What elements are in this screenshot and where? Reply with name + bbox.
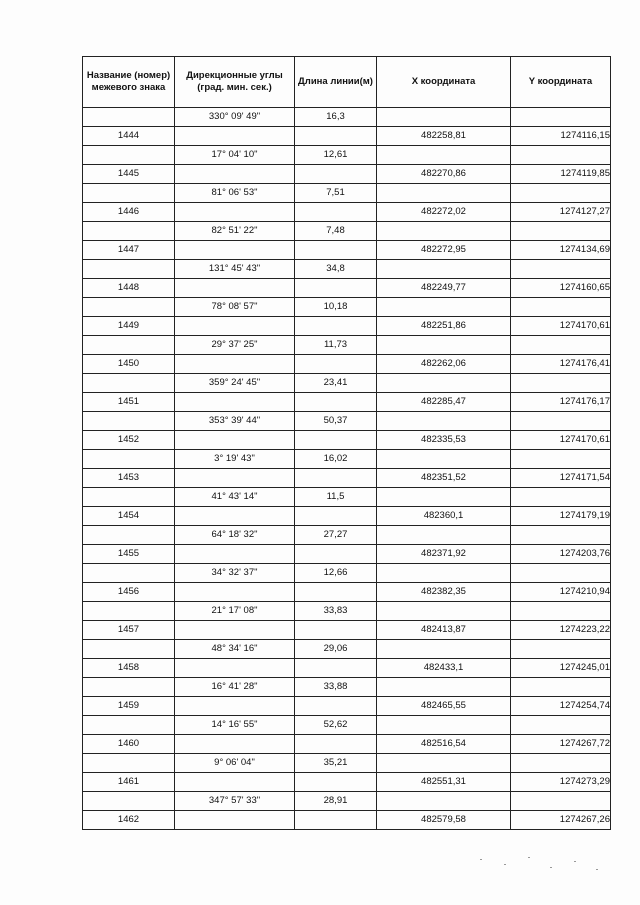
point-row (83, 659, 611, 678)
length-cell (295, 165, 377, 184)
segment-row (83, 260, 611, 279)
y-coordinate-cell: 1274223,22 (511, 621, 611, 640)
y-cell (511, 716, 611, 735)
angle-cell (175, 811, 295, 830)
length-cell (295, 697, 377, 716)
y-coordinate-cell: 1274134,69 (511, 241, 611, 260)
length-cell: 11,5 (295, 488, 377, 507)
x-cell (377, 564, 511, 583)
point-row (83, 735, 611, 754)
point-row (83, 279, 611, 298)
name-cell (83, 146, 175, 165)
y-cell (511, 108, 611, 127)
name-cell (83, 298, 175, 317)
x-coordinate-cell: 482335,53 (377, 431, 511, 450)
point-row (83, 355, 611, 374)
angle-cell (175, 241, 295, 260)
y-cell (511, 526, 611, 545)
length-cell (295, 545, 377, 564)
point-name-cell: 1462 (83, 811, 175, 830)
angle-cell (175, 317, 295, 336)
length-cell (295, 355, 377, 374)
point-name-cell: 1454 (83, 507, 175, 526)
length-cell (295, 735, 377, 754)
scan-noise (470, 855, 620, 875)
point-name-cell: 1447 (83, 241, 175, 260)
point-name-cell: 1457 (83, 621, 175, 640)
length-cell (295, 317, 377, 336)
x-coordinate-cell: 482285,47 (377, 393, 511, 412)
length-cell: 23,41 (295, 374, 377, 393)
x-cell (377, 716, 511, 735)
point-row (83, 203, 611, 222)
point-name-cell: 1459 (83, 697, 175, 716)
y-cell (511, 222, 611, 241)
x-coordinate-cell: 482551,31 (377, 773, 511, 792)
segment-row (83, 108, 611, 127)
length-cell (295, 773, 377, 792)
segment-row (83, 792, 611, 811)
angle-cell: 347° 57' 33" (175, 792, 295, 811)
length-cell: 10,18 (295, 298, 377, 317)
segment-row (83, 564, 611, 583)
segment-row (83, 336, 611, 355)
name-cell (83, 260, 175, 279)
x-cell (377, 184, 511, 203)
name-cell (83, 488, 175, 507)
length-cell: 12,61 (295, 146, 377, 165)
length-cell (295, 583, 377, 602)
segment-row (83, 754, 611, 773)
point-row (83, 773, 611, 792)
y-cell (511, 450, 611, 469)
name-cell (83, 640, 175, 659)
y-coordinate-cell: 1274210,94 (511, 583, 611, 602)
angle-cell: 81° 06' 53" (175, 184, 295, 203)
name-cell (83, 108, 175, 127)
y-coordinate-cell: 1274119,85 (511, 165, 611, 184)
angle-cell: 131° 45' 43" (175, 260, 295, 279)
y-cell (511, 336, 611, 355)
length-cell: 27,27 (295, 526, 377, 545)
point-row (83, 621, 611, 640)
length-cell (295, 431, 377, 450)
y-coordinate-cell: 1274179,19 (511, 507, 611, 526)
segment-row (83, 450, 611, 469)
x-cell (377, 450, 511, 469)
angle-cell: 14° 16' 55" (175, 716, 295, 735)
x-coordinate-cell: 482371,92 (377, 545, 511, 564)
x-coordinate-cell: 482258,81 (377, 127, 511, 146)
length-cell: 12,66 (295, 564, 377, 583)
length-cell: 16,3 (295, 108, 377, 127)
segment-row (83, 146, 611, 165)
y-cell (511, 792, 611, 811)
point-name-cell: 1444 (83, 127, 175, 146)
segment-row (83, 602, 611, 621)
x-coordinate-cell: 482382,35 (377, 583, 511, 602)
angle-cell (175, 659, 295, 678)
y-cell (511, 678, 611, 697)
angle-cell (175, 127, 295, 146)
segment-row (83, 184, 611, 203)
name-cell (83, 716, 175, 735)
point-row (83, 583, 611, 602)
length-cell (295, 393, 377, 412)
x-cell (377, 374, 511, 393)
point-name-cell: 1453 (83, 469, 175, 488)
x-coordinate-cell: 482251,86 (377, 317, 511, 336)
y-coordinate-cell: 1274127,27 (511, 203, 611, 222)
x-cell (377, 336, 511, 355)
length-cell: 34,8 (295, 260, 377, 279)
name-cell (83, 450, 175, 469)
angle-cell (175, 279, 295, 298)
point-name-cell: 1449 (83, 317, 175, 336)
point-name-cell: 1451 (83, 393, 175, 412)
point-name-cell: 1455 (83, 545, 175, 564)
point-row (83, 545, 611, 564)
table-header-row (83, 57, 611, 108)
point-row (83, 127, 611, 146)
name-cell (83, 602, 175, 621)
angle-cell (175, 697, 295, 716)
segment-row (83, 488, 611, 507)
length-cell (295, 621, 377, 640)
length-cell (295, 241, 377, 260)
x-coordinate-cell: 482270,86 (377, 165, 511, 184)
y-coordinate-cell: 1274267,26 (511, 811, 611, 830)
x-cell (377, 222, 511, 241)
y-coordinate-cell: 1274170,61 (511, 317, 611, 336)
angle-cell: 16° 41' 28" (175, 678, 295, 697)
x-coordinate-cell: 482516,54 (377, 735, 511, 754)
length-cell: 7,48 (295, 222, 377, 241)
header-length: Длина линии(м) (295, 57, 377, 108)
y-coordinate-cell: 1274203,76 (511, 545, 611, 564)
x-coordinate-cell: 482360,1 (377, 507, 511, 526)
x-cell (377, 108, 511, 127)
point-row (83, 697, 611, 716)
angle-cell (175, 545, 295, 564)
name-cell (83, 222, 175, 241)
angle-cell: 41° 43' 14" (175, 488, 295, 507)
length-cell: 35,21 (295, 754, 377, 773)
angle-cell: 359° 24' 45" (175, 374, 295, 393)
point-name-cell: 1460 (83, 735, 175, 754)
y-coordinate-cell: 1274160,65 (511, 279, 611, 298)
angle-cell: 330° 09' 49" (175, 108, 295, 127)
x-coordinate-cell: 482433,1 (377, 659, 511, 678)
header-name: Название (номер) межевого знака (83, 57, 175, 108)
y-cell (511, 602, 611, 621)
x-coordinate-cell: 482272,02 (377, 203, 511, 222)
x-coordinate-cell: 482351,52 (377, 469, 511, 488)
point-row (83, 393, 611, 412)
angle-cell (175, 735, 295, 754)
length-cell: 52,62 (295, 716, 377, 735)
y-cell (511, 184, 611, 203)
length-cell: 28,91 (295, 792, 377, 811)
angle-cell (175, 355, 295, 374)
segment-row (83, 298, 611, 317)
point-row (83, 165, 611, 184)
angle-cell: 48° 34' 16" (175, 640, 295, 659)
x-cell (377, 526, 511, 545)
name-cell (83, 678, 175, 697)
name-cell (83, 412, 175, 431)
y-coordinate-cell: 1274267,72 (511, 735, 611, 754)
segment-row (83, 526, 611, 545)
angle-cell (175, 431, 295, 450)
name-cell (83, 374, 175, 393)
angle-cell: 353° 39' 44" (175, 412, 295, 431)
angle-cell (175, 203, 295, 222)
x-cell (377, 640, 511, 659)
point-name-cell: 1458 (83, 659, 175, 678)
x-coordinate-cell: 482413,87 (377, 621, 511, 640)
y-cell (511, 374, 611, 393)
y-cell (511, 640, 611, 659)
point-row (83, 811, 611, 830)
angle-cell (175, 621, 295, 640)
angle-cell: 78° 08' 57" (175, 298, 295, 317)
y-cell (511, 564, 611, 583)
name-cell (83, 526, 175, 545)
header-y: Y координата (511, 57, 611, 108)
angle-cell (175, 583, 295, 602)
length-cell: 16,02 (295, 450, 377, 469)
x-cell (377, 298, 511, 317)
length-cell (295, 469, 377, 488)
x-cell (377, 678, 511, 697)
angle-cell (175, 393, 295, 412)
length-cell: 33,88 (295, 678, 377, 697)
point-name-cell: 1456 (83, 583, 175, 602)
point-name-cell: 1461 (83, 773, 175, 792)
segment-row (83, 640, 611, 659)
segment-row (83, 678, 611, 697)
name-cell (83, 564, 175, 583)
x-cell (377, 792, 511, 811)
x-cell (377, 602, 511, 621)
angle-cell: 21° 17' 08" (175, 602, 295, 621)
segment-row (83, 716, 611, 735)
y-coordinate-cell: 1274171,54 (511, 469, 611, 488)
y-coordinate-cell: 1274170,61 (511, 431, 611, 450)
point-row (83, 317, 611, 336)
point-name-cell: 1446 (83, 203, 175, 222)
name-cell (83, 792, 175, 811)
point-name-cell: 1452 (83, 431, 175, 450)
point-row (83, 469, 611, 488)
x-cell (377, 260, 511, 279)
table-body (83, 108, 611, 830)
y-cell (511, 260, 611, 279)
angle-cell: 17° 04' 10" (175, 146, 295, 165)
x-cell (377, 754, 511, 773)
y-cell (511, 488, 611, 507)
length-cell: 7,51 (295, 184, 377, 203)
y-cell (511, 412, 611, 431)
angle-cell (175, 773, 295, 792)
header-angle: Дирекционные углы (град. мин. сек.) (175, 57, 295, 108)
name-cell (83, 184, 175, 203)
length-cell (295, 811, 377, 830)
length-cell (295, 203, 377, 222)
y-coordinate-cell: 1274245,01 (511, 659, 611, 678)
angle-cell: 34° 32' 37" (175, 564, 295, 583)
point-row (83, 431, 611, 450)
angle-cell: 9° 06' 04" (175, 754, 295, 773)
angle-cell: 82° 51' 22" (175, 222, 295, 241)
y-coordinate-cell: 1274254,74 (511, 697, 611, 716)
angle-cell: 29° 37' 25" (175, 336, 295, 355)
length-cell: 29,06 (295, 640, 377, 659)
x-coordinate-cell: 482465,55 (377, 697, 511, 716)
y-cell (511, 146, 611, 165)
point-name-cell: 1450 (83, 355, 175, 374)
y-coordinate-cell: 1274273,29 (511, 773, 611, 792)
x-cell (377, 488, 511, 507)
angle-cell (175, 165, 295, 184)
name-cell (83, 754, 175, 773)
name-cell (83, 336, 175, 355)
y-coordinate-cell: 1274116,15 (511, 127, 611, 146)
length-cell (295, 127, 377, 146)
length-cell: 11,73 (295, 336, 377, 355)
x-cell (377, 412, 511, 431)
x-coordinate-cell: 482262,06 (377, 355, 511, 374)
length-cell (295, 279, 377, 298)
y-coordinate-cell: 1274176,41 (511, 355, 611, 374)
x-coordinate-cell: 482249,77 (377, 279, 511, 298)
length-cell: 50,37 (295, 412, 377, 431)
header-x: X координата (377, 57, 511, 108)
angle-cell (175, 507, 295, 526)
y-coordinate-cell: 1274176,17 (511, 393, 611, 412)
segment-row (83, 222, 611, 241)
segment-row (83, 412, 611, 431)
angle-cell: 64° 18' 32" (175, 526, 295, 545)
y-cell (511, 298, 611, 317)
point-name-cell: 1448 (83, 279, 175, 298)
length-cell: 33,83 (295, 602, 377, 621)
x-cell (377, 146, 511, 165)
x-coordinate-cell: 482579,58 (377, 811, 511, 830)
point-name-cell: 1445 (83, 165, 175, 184)
length-cell (295, 659, 377, 678)
angle-cell: 3° 19' 43" (175, 450, 295, 469)
angle-cell (175, 469, 295, 488)
boundary-coordinates-table (82, 56, 611, 830)
y-cell (511, 754, 611, 773)
length-cell (295, 507, 377, 526)
point-row (83, 507, 611, 526)
x-coordinate-cell: 482272,95 (377, 241, 511, 260)
segment-row (83, 374, 611, 393)
point-row (83, 241, 611, 260)
